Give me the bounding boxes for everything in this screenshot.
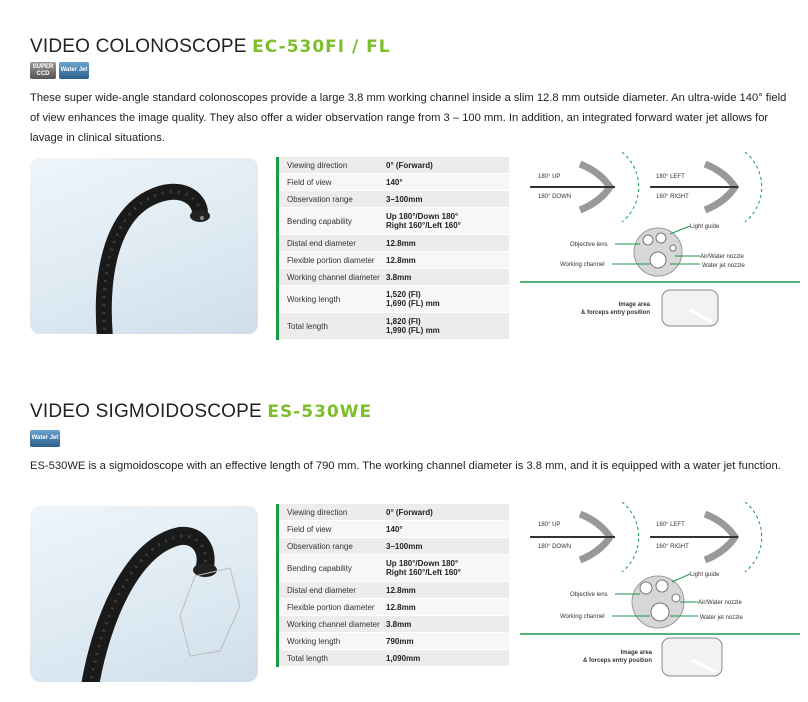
model-name: EC-530FI / FL	[252, 37, 391, 57]
spec-label: Field of view	[287, 524, 332, 534]
light-guide-label: Light guide	[690, 572, 720, 578]
air-water-nozzle-label: Air/Water nozzle	[700, 254, 744, 260]
bend-left-label: 180° LEFT	[656, 174, 685, 180]
endoscope-illustration	[30, 506, 258, 682]
spec-label: Observation range	[287, 541, 353, 551]
feature-badges	[30, 62, 89, 79]
bend-right-label: 160° RIGHT	[656, 194, 689, 200]
spec-value: 0° (Forward)	[386, 507, 433, 517]
forceps-entry-label: & forceps entry position	[582, 658, 652, 664]
spec-row	[279, 286, 509, 313]
spec-row	[279, 555, 509, 582]
bend-up-label: 180° UP	[538, 522, 561, 528]
water-jet-badge: Water Jet	[59, 62, 89, 79]
spec-value: 3–100mm	[386, 194, 423, 204]
spec-row	[279, 599, 509, 616]
product-description: These super wide-angle standard colonoscopes provide a large 3.8 mm working channel inside a slim 12.8 mm outside diameter. An ultra-wide 140° field of view enhances the image quality. They also offer a wider observation range from 3 – 100 mm. In addition, an integrated forward water jet allows for lavage in clinical situations.	[30, 92, 787, 144]
spec-row	[279, 504, 509, 521]
spec-value: 1,520 (FI) 1,690 (FL) mm	[386, 290, 440, 308]
water-jet-nozzle-label: Water jet nozzle	[700, 615, 743, 621]
spec-value: 3–100mm	[386, 541, 423, 551]
water-jet-nozzle-label: Water jet nozzle	[702, 263, 745, 269]
spec-label: Total length	[287, 653, 328, 663]
product-title	[30, 401, 372, 423]
endoscope-photo	[30, 158, 258, 334]
objective-lens-label: Objective lens	[570, 592, 608, 598]
spec-label: Bending capability	[287, 216, 352, 226]
objective-lens-label: Objective lens	[570, 242, 608, 248]
spec-value: 12.8mm	[386, 255, 416, 265]
spec-value: 790mm	[386, 636, 414, 646]
spec-label: Working length	[287, 636, 341, 646]
spec-value: 12.8mm	[386, 602, 416, 612]
spec-row	[279, 650, 509, 667]
spec-row	[279, 157, 509, 174]
bend-down-label: 180° DOWN	[538, 194, 572, 200]
spec-label: Distal end diameter	[287, 238, 356, 248]
spec-value: Up 180°/Down 180° Right 160°/Left 160°	[386, 559, 461, 577]
image-area-label: Image area	[618, 302, 650, 308]
endoscope-illustration	[30, 158, 258, 334]
product-title	[30, 36, 391, 58]
spec-row	[279, 616, 509, 633]
spec-row	[279, 313, 509, 340]
super-ccd-badge: SUPER CCD	[30, 62, 56, 79]
spec-table	[276, 157, 509, 340]
spec-row	[279, 191, 509, 208]
title-prefix: VIDEO COLONOSCOPE	[30, 36, 253, 57]
working-channel-label: Working channel	[560, 614, 605, 620]
spec-value: 12.8mm	[386, 238, 416, 248]
bend-down-label: 180° DOWN	[538, 544, 572, 550]
image-area-label: Image area	[620, 650, 652, 656]
water-jet-badge: Water Jet	[30, 430, 60, 447]
spec-label: Field of view	[287, 177, 332, 187]
working-channel-label: Working channel	[560, 262, 605, 268]
spec-row	[279, 208, 509, 235]
tip-diagram	[520, 502, 800, 682]
light-guide-label: Light guide	[690, 224, 720, 230]
spec-value: 1,820 (FI) 1,990 (FL) mm	[386, 317, 440, 335]
spec-label: Bending capability	[287, 563, 352, 573]
spec-label: Working length	[287, 294, 341, 304]
spec-table	[276, 504, 509, 667]
spec-value: 3.8mm	[386, 272, 412, 282]
forceps-entry-label: & forceps entry position	[580, 310, 650, 316]
title-prefix: VIDEO SIGMOIDOSCOPE	[30, 401, 268, 422]
model-name: ES-530WE	[267, 402, 373, 422]
spec-row	[279, 538, 509, 555]
spec-label: Working channel diameter	[287, 619, 380, 629]
spec-value: 12.8mm	[386, 585, 416, 595]
spec-row	[279, 633, 509, 650]
spec-value: 140°	[386, 524, 403, 534]
spec-label: Viewing direction	[287, 507, 348, 517]
spec-label: Observation range	[287, 194, 353, 204]
spec-value: 140°	[386, 177, 403, 187]
air-water-nozzle-label: Air/Water nozzle	[698, 600, 742, 606]
product-description: ES-530WE is a sigmoidoscope with an effective length of 790 mm. The working channel diameter is 3.8 mm, and it is equipped with a water jet function.	[30, 460, 781, 472]
spec-row	[279, 252, 509, 269]
bend-left-label: 160° LEFT	[656, 522, 685, 528]
spec-row	[279, 521, 509, 538]
tip-diagram	[520, 152, 800, 332]
bend-right-label: 160° RIGHT	[656, 544, 689, 550]
feature-badges	[30, 430, 60, 447]
spec-value: Up 180°/Down 180° Right 160°/Left 160°	[386, 212, 461, 230]
bend-up-label: 180° UP	[538, 174, 561, 180]
spec-label: Working channel diameter	[287, 272, 380, 282]
spec-row	[279, 582, 509, 599]
spec-label: Flexible portion diameter	[287, 602, 375, 612]
spec-value: 1,090mm	[386, 653, 421, 663]
spec-value: 3.8mm	[386, 619, 412, 629]
endoscope-photo	[30, 506, 258, 682]
spec-label: Distal end diameter	[287, 585, 356, 595]
spec-value: 0° (Forward)	[386, 160, 433, 170]
spec-row	[279, 269, 509, 286]
spec-row	[279, 235, 509, 252]
spec-label: Flexible portion diameter	[287, 255, 375, 265]
spec-label: Viewing direction	[287, 160, 348, 170]
spec-row	[279, 174, 509, 191]
spec-label: Total length	[287, 321, 328, 331]
